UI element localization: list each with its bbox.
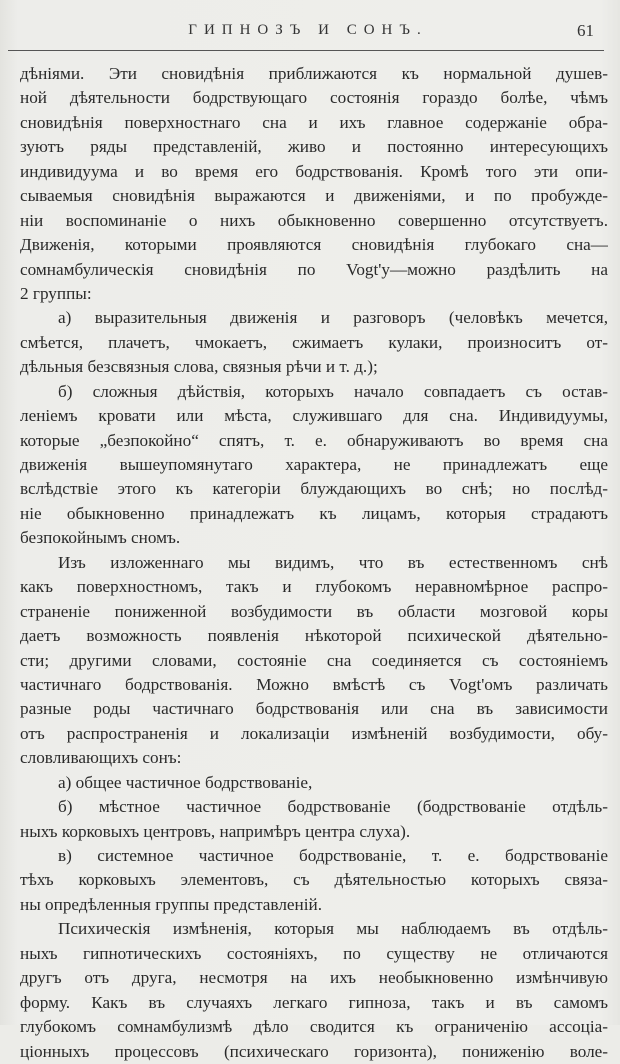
text-line: сомнамбулическія сновидѣнія по Vogt'у—можно раздѣлить на	[20, 259, 608, 279]
text-line: ныхъ корковыхъ центровъ, напримѣръ центра слуха).	[20, 821, 411, 841]
text-line: другъ отъ друга, несмотря на ихъ необыкновенно измѣнчивую	[20, 968, 608, 988]
text-line: Психическія измѣненія, которыя мы наблюдаемъ въ отдѣль-	[58, 919, 608, 939]
text-line: частичнаго бодрствованія. Можно вмѣстѣ съ Vogt'омъ различать	[20, 674, 608, 694]
page-header	[8, 18, 608, 48]
text-line: индивидуума и во время его бодрствованія. Кромѣ того эти опи-	[20, 161, 608, 181]
text-line: ныхъ гипнотическихъ состояніяхъ, по существу не отличаются	[20, 943, 608, 963]
text-line: отъ распространенія и локализаціи измѣненій возбудимости, обу-	[20, 723, 608, 743]
text-line: сновидѣнія поверхностнаго сна и ихъ главное содержаніе обра-	[20, 112, 608, 132]
text-line: Движенія, которыми проявляются сновидѣнія глубокаго сна—	[20, 235, 608, 255]
text-line: вслѣдствіе этого къ категоріи блуждающихъ во снѣ; но послѣд-	[20, 479, 608, 499]
text-line: а) выразительныя движенія и разговоръ (человѣкъ мечется,	[58, 308, 608, 328]
text-line: которые „безпокойно“ спятъ, т. е. обнаруживаютъ во время сна	[20, 430, 608, 450]
text-line: глубокомъ сомнамбулизмѣ дѣло сводится къ ограниченію ассоціа-	[20, 1017, 608, 1037]
text-line: сти; другими словами, состояніе сна соединяется съ состояніемъ	[20, 650, 608, 670]
text-line: ніи воспоминаніе о нихъ обыкновенно совершенно отсутствуетъ.	[20, 210, 608, 230]
text-line: какъ поверхностномъ, такъ и глубокомъ неравномѣрное распро-	[20, 577, 608, 597]
text-line: движенія вышеупомянутаго характера, не принадлежатъ еще	[20, 455, 608, 474]
text-line: б) сложныя дѣйствія, которыхъ начало совпадаетъ съ остав-	[58, 381, 608, 401]
text-line: ны опредѣленныя группы представленій.	[20, 894, 322, 914]
text-line: в) системное частичное бодрствованіе, т. е. бодрствованіе	[58, 846, 608, 865]
text-line: дѣльныя безсвязныя слова, связныя рѣчи и т. д.);	[20, 357, 378, 377]
text-line: сываемыя сновидѣнія выражаются и движеніями, и по пробужде-	[20, 186, 608, 206]
body-text	[20, 62, 608, 1064]
text-line: б) мѣстное частичное бодрствованіе (бодрствованіе отдѣль-	[58, 797, 608, 817]
text-line: страненіе пониженной возбудимости въ области мозговой коры	[20, 601, 608, 621]
text-line: леніемъ кровати или мѣста, служившаго для сна. Индивидуумы,	[20, 406, 608, 426]
text-line: дѣніями. Эти сновидѣнія приближаются къ нормальной душев-	[20, 64, 608, 83]
text-line: тѣхъ корковыхъ элементовъ, съ дѣятельностью которыхъ связа-	[20, 870, 608, 890]
page-number: 61	[577, 21, 594, 40]
text-line: ціонныхъ процессовъ (психическаго горизонта), пониженію воле-	[20, 1041, 608, 1061]
text-line: Изъ изложеннаго мы видимъ, что въ естественномъ снѣ	[58, 552, 608, 572]
text-line: разные роды частичнаго бодрствованія или сна въ зависимости	[20, 699, 608, 719]
text-line: даетъ возможность появленія нѣкоторой психической дѣятельно-	[20, 626, 608, 646]
text-line: ніе обыкновенно принадлежатъ къ лицамъ, которыя страдаютъ	[20, 503, 608, 523]
text-line: 2 группы:	[20, 283, 92, 303]
text-line: безпокойнымъ сномъ.	[20, 528, 181, 548]
header-rule	[8, 50, 604, 51]
text-line: зуютъ ряды представленій, живо и постоянно интересующихъ	[20, 137, 608, 157]
text-line: смѣется, плачетъ, чмокаетъ, сжимаетъ кулаки, произноситъ от-	[20, 332, 608, 352]
text-line: форму. Какъ въ случаяхъ легкаго гипноза, такъ и въ самомъ	[20, 992, 608, 1012]
text-line: ной дѣятельности бодрствующаго состоянія гораздо болѣе, чѣмъ	[20, 88, 608, 108]
text-line: а) общее частичное бодрствованіе,	[58, 772, 313, 792]
running-head: ГИПНОЗЪ И СОНЪ.	[188, 22, 428, 38]
text-line: словливающихъ сонъ:	[20, 748, 182, 768]
